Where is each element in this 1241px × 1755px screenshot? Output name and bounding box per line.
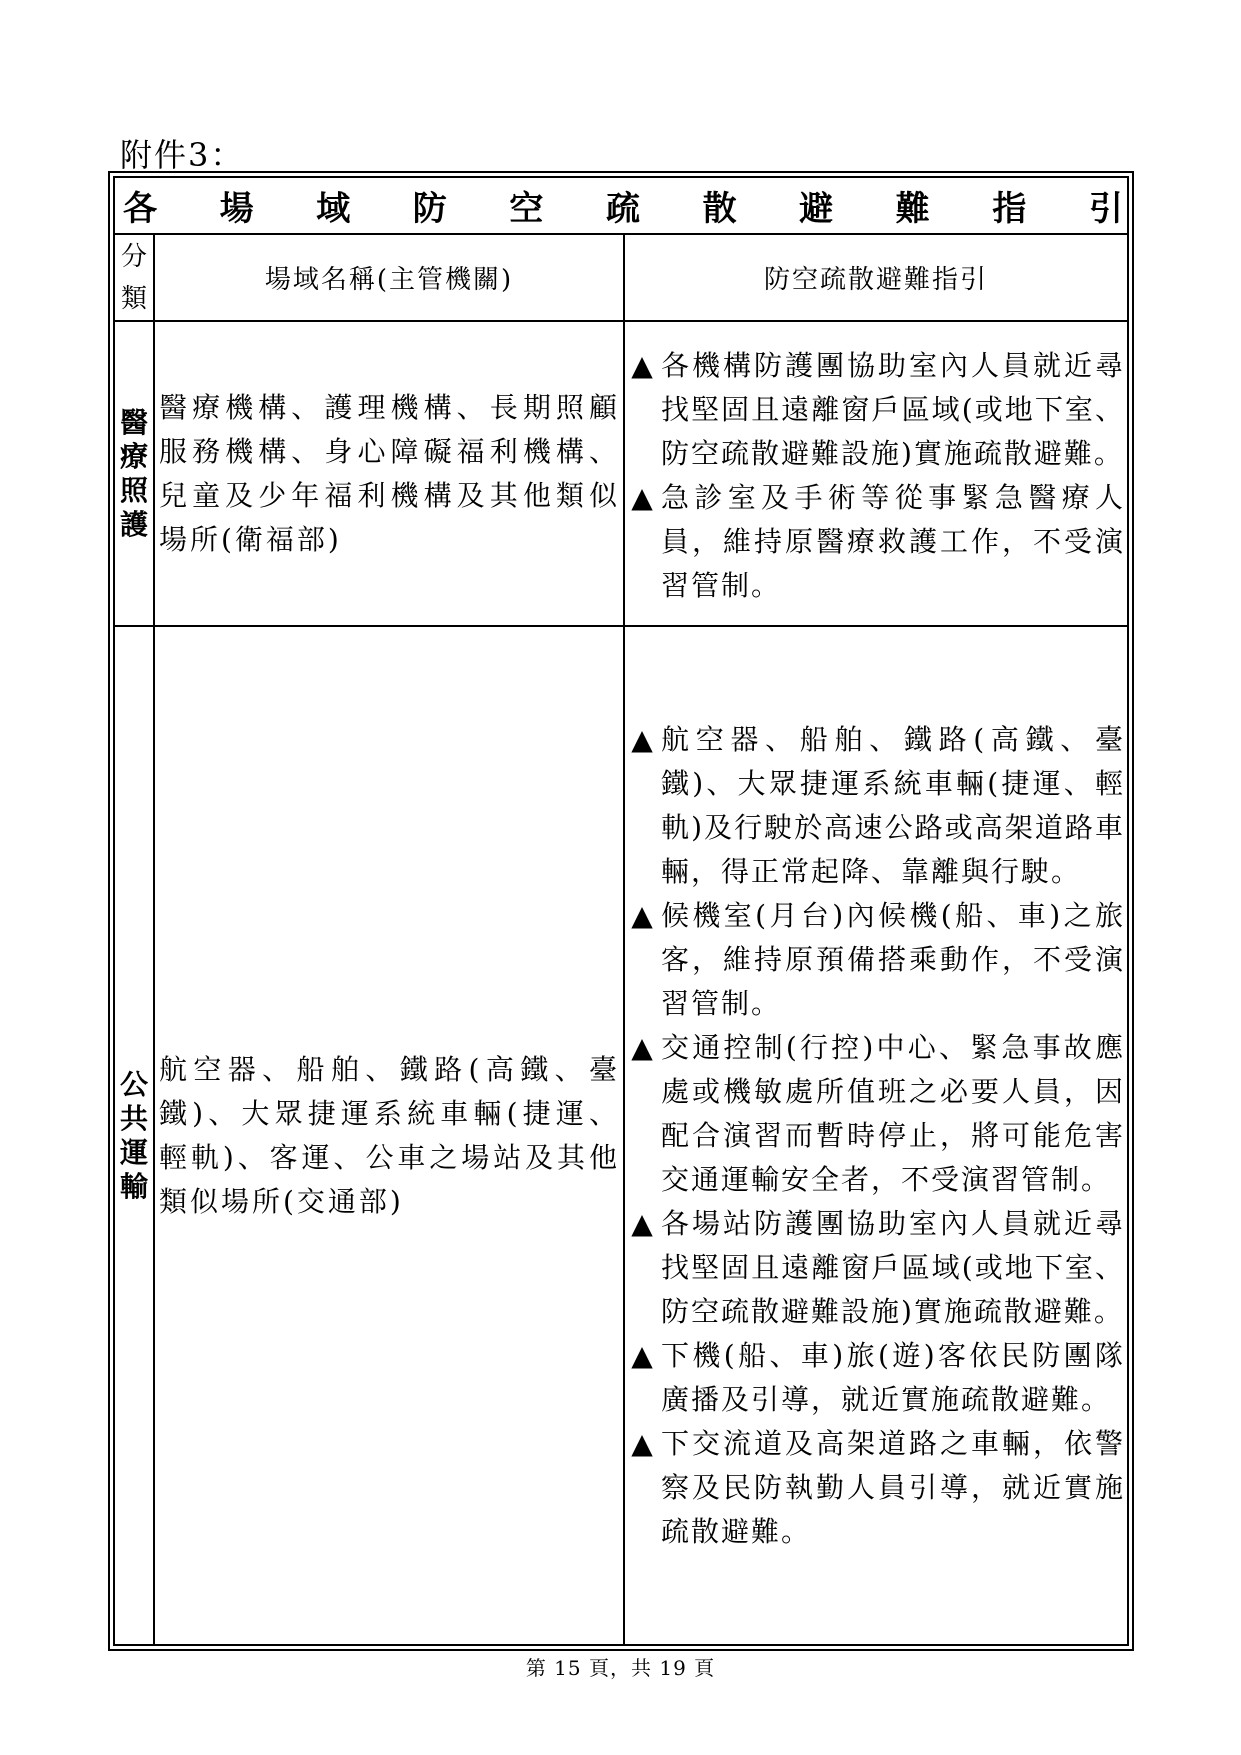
- title-char: 疏: [605, 189, 640, 229]
- page-footer: 第 15 頁，共 19 頁: [525, 1656, 716, 1680]
- triangle-icon: ▲: [631, 898, 655, 932]
- guide-item: [625, 476, 1125, 608]
- venue-cell: 航空器、船舶、鐵路(高鐵、臺鐵)、大眾捷運系統車輛(捷運、輕軌)、客運、公車之場站及其他類似場所(交通部): [154, 626, 624, 1645]
- title-char: 域: [316, 189, 351, 229]
- header-category: [114, 234, 154, 321]
- guide-text: 交通控制(行控)中心、緊急事故應處或機敏處所值班之必要人員，因配合演習而暫時停止，將可能危害交通運輸安全者，不受演習管制。: [661, 1030, 1126, 1196]
- guide-item: [625, 1202, 1125, 1334]
- guide-item: [625, 894, 1125, 1026]
- category-cell: [114, 626, 154, 1645]
- triangle-icon: ▲: [631, 1426, 655, 1460]
- triangle-icon: ▲: [631, 722, 655, 756]
- table-title-cell: [114, 177, 1128, 234]
- guide-item: [625, 344, 1125, 476]
- table-title: [115, 181, 1127, 230]
- guide-text: 下交流道及高架道路之車輛，依警察及民防執勤人員引導，就近實施疏散避難。: [661, 1426, 1126, 1548]
- triangle-icon: ▲: [631, 1030, 655, 1064]
- title-char: 指: [992, 189, 1027, 229]
- guide-text: 下機(船、車)旅(遊)客依民防團隊廣播及引導，就近實施疏散避難。: [661, 1338, 1126, 1416]
- title-char: 防: [412, 189, 447, 229]
- table-row: [114, 321, 1128, 626]
- triangle-icon: ▲: [631, 1338, 655, 1372]
- venue-cell: 醫療機構、護理機構、長期照顧服務機構、身心障礙福利機構、兒童及少年福利機構及其他類似場所(衛福部): [154, 321, 624, 626]
- title-char: 難: [895, 189, 930, 229]
- guide-text: 急診室及手術等從事緊急醫療人員，維持原醫療救護工作，不受演習管制。: [661, 480, 1126, 602]
- guide-text: 各場站防護團協助室內人員就近尋找堅固且遠離窗戶區域(或地下室、防空疏散避難設施)實施疏散避難。: [661, 1206, 1126, 1328]
- guide-text: 航空器、船舶、鐵路(高鐵、臺鐵)、大眾捷運系統車輛(捷運、輕軌)及行駛於高速公路或高架道路車輛，得正常起降、靠離與行駛。: [661, 722, 1126, 888]
- guide-cell: [624, 321, 1128, 626]
- title-char: 引: [1088, 189, 1123, 229]
- attachment-label: 附件3：: [120, 136, 245, 174]
- title-char: 各: [123, 189, 157, 229]
- category-label: 公共運輸: [119, 1067, 148, 1203]
- triangle-icon: ▲: [631, 348, 655, 382]
- guide-item: [625, 1026, 1125, 1202]
- title-char: 避: [799, 189, 834, 229]
- title-char: 空: [509, 189, 544, 229]
- header-venue: 場域名稱(主管機關): [154, 234, 624, 321]
- guide-text: 各機構防護團協助室內人員就近尋找堅固且遠離窗戶區域(或地下室、防空疏散避難設施)實施疏散避難。: [661, 348, 1126, 470]
- evacuation-guide-table: [113, 176, 1129, 1646]
- header-guide: 防空疏散避難指引: [624, 234, 1128, 321]
- table-row: [114, 626, 1128, 1645]
- title-char: 散: [702, 189, 737, 229]
- triangle-icon: ▲: [631, 480, 655, 514]
- guide-text: 候機室(月台)內候機(船、車)之旅客，維持原預備搭乘動作，不受演習管制。: [661, 898, 1126, 1020]
- guide-item: [625, 1422, 1125, 1554]
- header-category-label: 分類: [120, 241, 147, 314]
- category-label: 醫療照護: [119, 405, 148, 541]
- title-char: 場: [219, 189, 254, 229]
- triangle-icon: ▲: [631, 1206, 655, 1240]
- guide-item: [625, 1334, 1125, 1422]
- guide-item: [625, 718, 1125, 894]
- category-cell: [114, 321, 154, 626]
- guide-cell: [624, 626, 1128, 1645]
